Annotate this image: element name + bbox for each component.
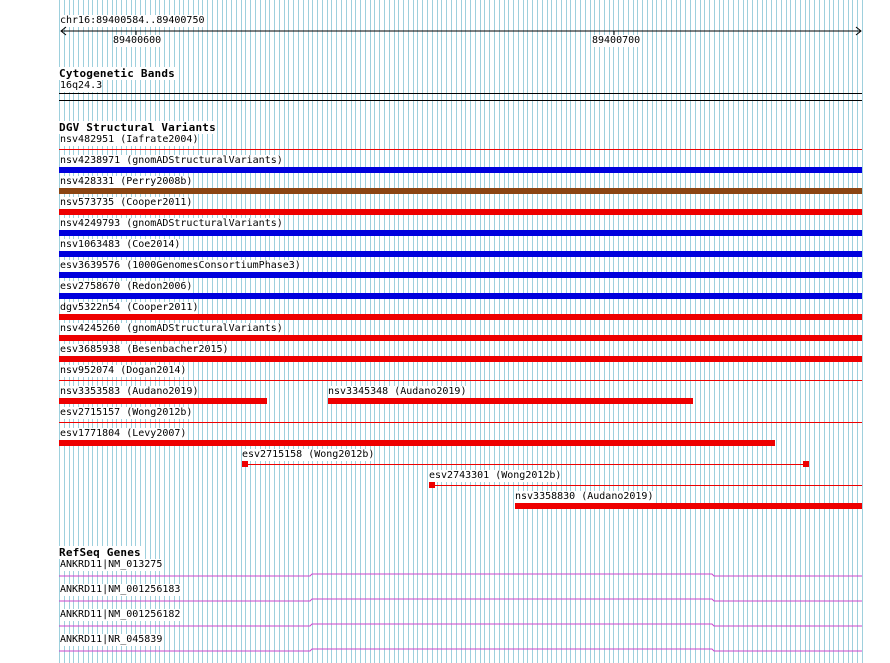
variant-label[interactable]: dgv5322n54 (Cooper2011) — [60, 302, 199, 313]
ruler-tick-label: 89400600 — [113, 35, 162, 46]
variant-bar[interactable] — [59, 356, 862, 362]
cytoband-label: 16q24.3 — [60, 80, 103, 91]
variant-label[interactable]: esv2743301 (Wong2012b) — [429, 470, 562, 481]
variant-bar[interactable] — [59, 230, 862, 236]
variant-bar[interactable] — [59, 251, 862, 257]
row-separator — [59, 149, 862, 150]
variant-label[interactable]: esv2715158 (Wong2012b) — [242, 449, 375, 460]
variant-bar[interactable] — [59, 209, 862, 215]
variant-label[interactable]: esv3685938 (Besenbacher2015) — [60, 344, 229, 355]
variant-bar[interactable] — [59, 398, 267, 404]
gene-label[interactable]: ANKRD11|NM_001256182 — [60, 609, 181, 620]
variant-bar[interactable] — [59, 314, 862, 320]
variant-bar[interactable] — [59, 440, 775, 446]
row-separator — [59, 380, 862, 381]
variant-bar[interactable] — [59, 272, 862, 278]
refseq-track-title[interactable]: RefSeq Genes — [59, 546, 141, 559]
variant-label[interactable]: nsv952074 (Dogan2014) — [60, 365, 187, 376]
gene-label[interactable]: ANKRD11|NM_001256183 — [60, 584, 181, 595]
variant-block[interactable] — [803, 461, 809, 467]
cytoband-track-title[interactable]: Cytogenetic Bands — [59, 67, 175, 80]
row-separator — [435, 485, 862, 486]
variant-bar[interactable] — [59, 293, 862, 299]
variant-bar[interactable] — [515, 503, 862, 509]
row-separator — [59, 422, 862, 423]
cytoband-bar[interactable] — [59, 93, 862, 94]
track-separator — [59, 100, 862, 101]
variant-label[interactable]: nsv4238971 (gnomADStructuralVariants) — [60, 155, 283, 166]
dgv-track-title[interactable]: DGV Structural Variants — [59, 121, 216, 134]
variant-bar[interactable] — [59, 335, 862, 341]
variant-label[interactable]: nsv3345348 (Audano2019) — [328, 386, 467, 397]
variant-label[interactable]: nsv3358830 (Audano2019) — [515, 491, 654, 502]
ruler-tick-label: 89400700 — [592, 35, 641, 46]
variant-label[interactable]: nsv4245260 (gnomADStructuralVariants) — [60, 323, 283, 334]
variant-bar[interactable] — [59, 167, 862, 173]
variant-bar[interactable] — [328, 398, 693, 404]
variant-label[interactable]: esv3639576 (1000GenomesConsortiumPhase3) — [60, 260, 301, 271]
variant-label[interactable]: nsv4249793 (gnomADStructuralVariants) — [60, 218, 283, 229]
variant-label[interactable]: nsv573735 (Cooper2011) — [60, 197, 193, 208]
gene-label[interactable]: ANKRD11|NM_013275 — [60, 559, 163, 570]
variant-label[interactable]: esv2715157 (Wong2012b) — [60, 407, 193, 418]
variant-label[interactable]: nsv1063483 (Coe2014) — [60, 239, 181, 250]
variant-label[interactable]: esv2758670 (Redon2006) — [60, 281, 193, 292]
variant-label[interactable]: nsv428331 (Perry2008b) — [60, 176, 193, 187]
variant-label[interactable]: nsv482951 (Iafrate2004) — [60, 134, 199, 145]
variant-bar[interactable] — [59, 188, 862, 194]
variant-connector-line — [248, 464, 803, 465]
ruler-position-label: chr16:89400584..89400750 — [60, 15, 205, 26]
gene-label[interactable]: ANKRD11|NR_045839 — [60, 634, 163, 645]
variant-label[interactable]: nsv3353583 (Audano2019) — [60, 386, 199, 397]
variant-label[interactable]: esv1771804 (Levy2007) — [60, 428, 187, 439]
